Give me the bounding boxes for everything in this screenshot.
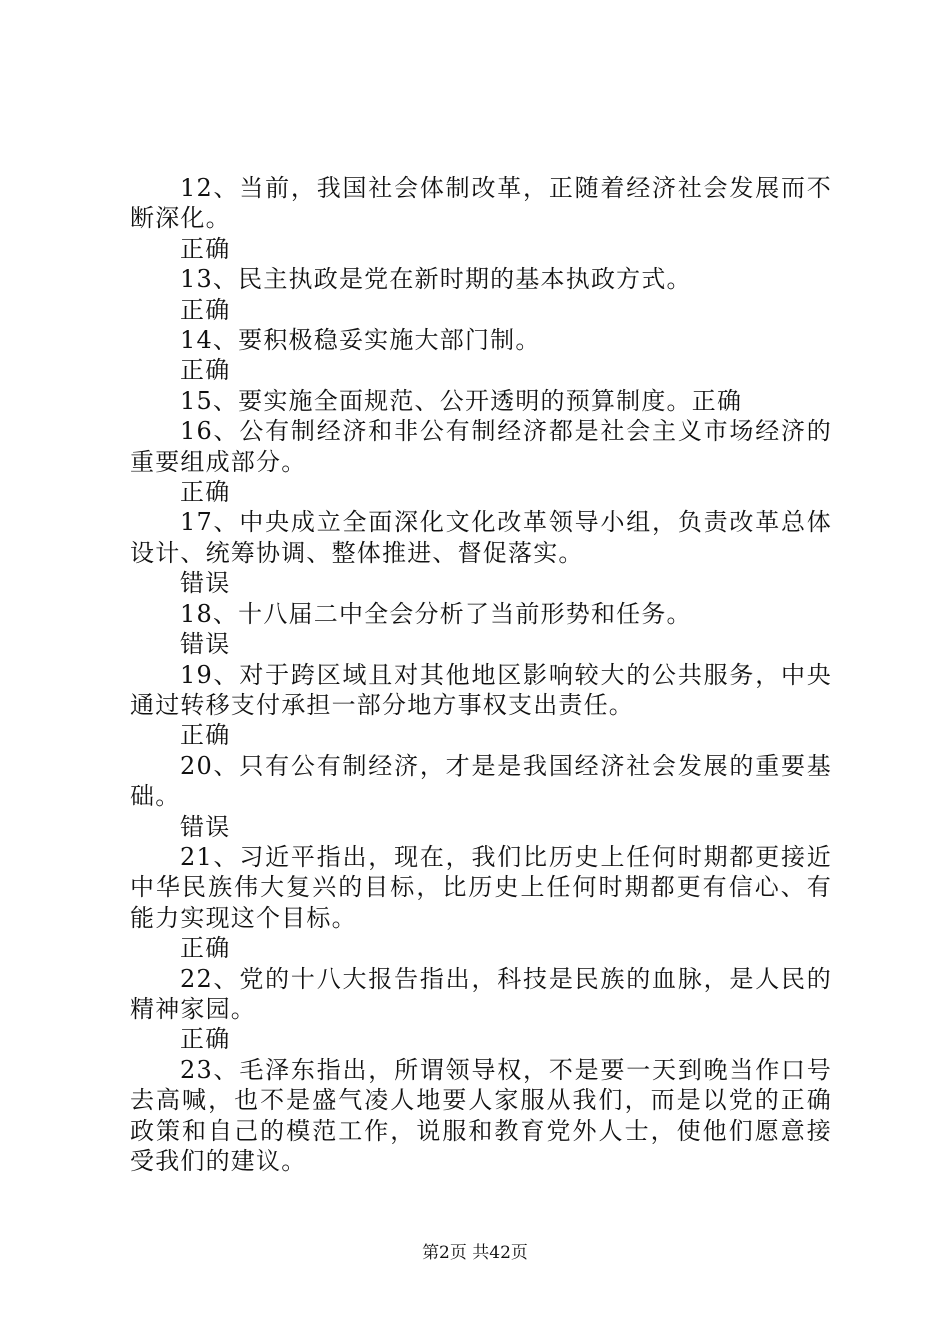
question-22: 22、党的十八大报告指出，科技是民族的血脉，是人民的精神家园。 — [130, 964, 832, 1023]
question-17: 17、中央成立全面深化文化改革领导小组，负责改革总体设计、统筹协调、整体推进、督促落实。 — [130, 508, 832, 567]
question-16: 16、公有制经济和非公有制经济都是社会主义市场经济的重要组成部分。 — [130, 417, 832, 476]
question-15: 15、要实施全面规范、公开透明的预算制度。正确 — [180, 386, 743, 415]
question-21: 21、习近平指出，现在，我们比历史上任何时期都更接近中华民族伟大复兴的目标，比历史上任何时期都更有信心、有能力实现这个目标。 — [130, 842, 832, 932]
page-footer: 第2页 共42页 — [422, 1243, 528, 1263]
answer-20: 错误 — [180, 812, 231, 841]
question-23: 23、毛泽东指出，所谓领导权，不是要一天到晚当作口号去高喊，也不是盛气凌人地要人家服从我们，而是以党的正确政策和自己的模范工作，说服和教育党外人士，使他们愿意接受我们的建议。 — [130, 1055, 832, 1175]
question-13: 13、民主执政是党在新时期的基本执政方式。 — [180, 265, 692, 294]
answer-16: 正确 — [180, 478, 231, 507]
answer-19: 正确 — [180, 721, 231, 750]
answer-12: 正确 — [180, 234, 231, 263]
answer-17: 错误 — [180, 569, 231, 598]
question-18: 18、十八届二中全会分析了当前形势和任务。 — [180, 599, 692, 628]
question-14: 14、要积极稳妥实施大部门制。 — [180, 326, 541, 355]
answer-13: 正确 — [180, 295, 231, 324]
question-19: 19、对于跨区域且对其他地区影响较大的公共服务，中央通过转移支付承担一部分地方事权支出责任。 — [130, 660, 832, 719]
question-12: 12、当前，我国社会体制改革，正随着经济社会发展而不断深化。 — [130, 174, 832, 233]
document-body — [130, 173, 832, 1176]
question-20: 20、只有公有制经济，才是是我国经济社会发展的重要基础。 — [130, 751, 832, 811]
answer-21: 正确 — [180, 934, 231, 963]
answer-18: 错误 — [180, 630, 231, 659]
answer-14: 正确 — [180, 356, 231, 385]
answer-22: 正确 — [180, 1025, 231, 1054]
